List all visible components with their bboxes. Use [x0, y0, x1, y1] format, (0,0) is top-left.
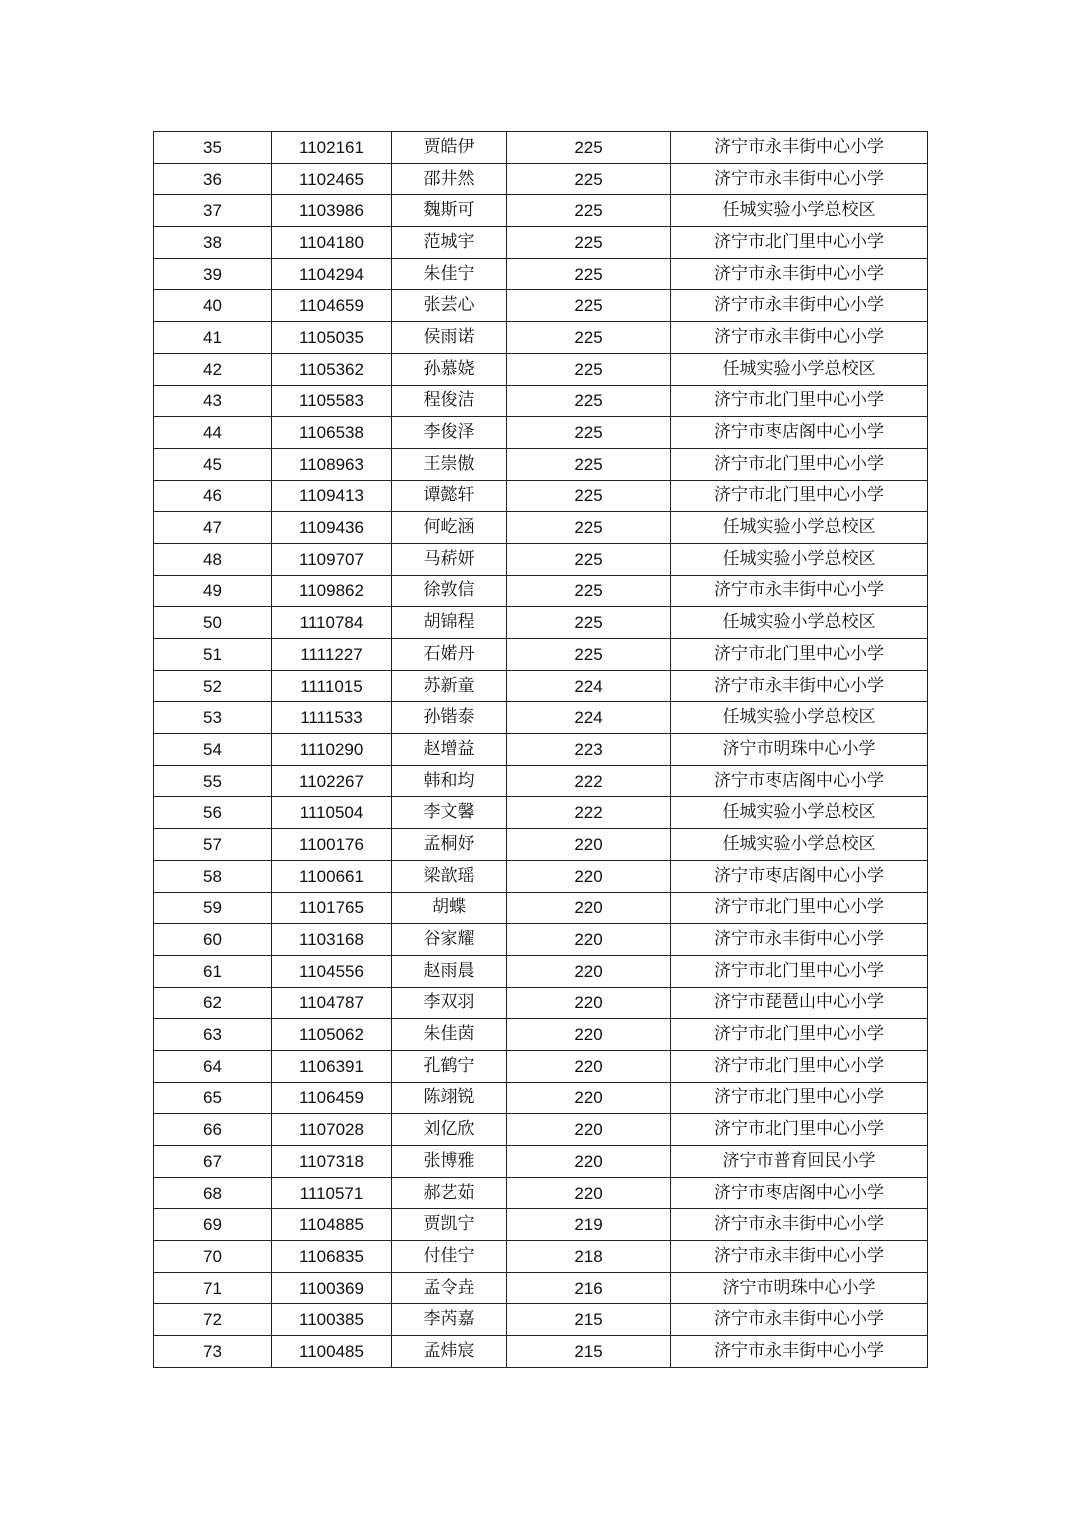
school-cell: 济宁市永丰街中心小学 — [671, 924, 928, 956]
row-number-cell: 45 — [154, 448, 272, 480]
table-row — [154, 1304, 928, 1336]
score-cell: 215 — [507, 1336, 671, 1368]
table-row — [154, 575, 928, 607]
table-row — [154, 385, 928, 417]
school-cell: 济宁市永丰街中心小学 — [671, 290, 928, 322]
school-cell: 济宁市永丰街中心小学 — [671, 1209, 928, 1241]
school-cell: 济宁市北门里中心小学 — [671, 1082, 928, 1114]
row-number-cell: 49 — [154, 575, 272, 607]
score-cell: 223 — [507, 734, 671, 766]
score-cell: 224 — [507, 702, 671, 734]
student-name-cell: 胡蝶 — [392, 892, 507, 924]
student-name-cell: 张博雅 — [392, 1146, 507, 1178]
table-row — [154, 353, 928, 385]
table-row — [154, 1336, 928, 1368]
table-row — [154, 1114, 928, 1146]
score-cell: 220 — [507, 860, 671, 892]
row-number-cell: 56 — [154, 797, 272, 829]
candidate-id-cell: 1102161 — [272, 132, 392, 164]
student-name-cell: 梁歆瑶 — [392, 860, 507, 892]
row-number-cell: 67 — [154, 1146, 272, 1178]
table-row — [154, 1209, 928, 1241]
student-name-cell: 赵增益 — [392, 734, 507, 766]
table-row — [154, 132, 928, 164]
row-number-cell: 52 — [154, 670, 272, 702]
student-name-cell: 朱佳茵 — [392, 1019, 507, 1051]
school-cell: 济宁市普育回民小学 — [671, 1146, 928, 1178]
student-name-cell: 程俊洁 — [392, 385, 507, 417]
school-cell: 济宁市永丰街中心小学 — [671, 1241, 928, 1273]
row-number-cell: 50 — [154, 607, 272, 639]
student-name-cell: 魏斯可 — [392, 195, 507, 227]
school-cell: 济宁市枣店阁中心小学 — [671, 1177, 928, 1209]
table-row — [154, 670, 928, 702]
candidate-id-cell: 1106459 — [272, 1082, 392, 1114]
candidate-id-cell: 1105362 — [272, 353, 392, 385]
student-name-cell: 韩和均 — [392, 765, 507, 797]
table-row — [154, 1177, 928, 1209]
row-number-cell: 43 — [154, 385, 272, 417]
school-cell: 济宁市北门里中心小学 — [671, 892, 928, 924]
row-number-cell: 60 — [154, 924, 272, 956]
candidate-id-cell: 1107028 — [272, 1114, 392, 1146]
results-table-body — [154, 132, 928, 1368]
table-row — [154, 765, 928, 797]
candidate-id-cell: 1105062 — [272, 1019, 392, 1051]
table-row — [154, 924, 928, 956]
student-name-cell: 孔鹤宁 — [392, 1050, 507, 1082]
score-cell: 225 — [507, 512, 671, 544]
row-number-cell: 57 — [154, 829, 272, 861]
school-cell: 济宁市永丰街中心小学 — [671, 1304, 928, 1336]
table-row — [154, 892, 928, 924]
candidate-id-cell: 1102267 — [272, 765, 392, 797]
candidate-id-cell: 1102465 — [272, 163, 392, 195]
candidate-id-cell: 1103168 — [272, 924, 392, 956]
school-cell: 济宁市枣店阁中心小学 — [671, 860, 928, 892]
student-name-cell: 侯雨诺 — [392, 322, 507, 354]
score-cell: 220 — [507, 955, 671, 987]
score-cell: 225 — [507, 163, 671, 195]
row-number-cell: 69 — [154, 1209, 272, 1241]
score-cell: 222 — [507, 765, 671, 797]
student-name-cell: 付佳宁 — [392, 1241, 507, 1273]
table-row — [154, 1272, 928, 1304]
candidate-id-cell: 1103986 — [272, 195, 392, 227]
row-number-cell: 51 — [154, 639, 272, 671]
table-row — [154, 480, 928, 512]
row-number-cell: 37 — [154, 195, 272, 227]
table-row — [154, 607, 928, 639]
student-name-cell: 孙慕娆 — [392, 353, 507, 385]
score-cell: 220 — [507, 1177, 671, 1209]
row-number-cell: 53 — [154, 702, 272, 734]
student-name-cell: 石婼丹 — [392, 639, 507, 671]
student-name-cell: 胡锦程 — [392, 607, 507, 639]
row-number-cell: 61 — [154, 955, 272, 987]
score-cell: 220 — [507, 829, 671, 861]
score-cell: 220 — [507, 1082, 671, 1114]
school-cell: 济宁市北门里中心小学 — [671, 955, 928, 987]
score-cell: 225 — [507, 258, 671, 290]
score-cell: 222 — [507, 797, 671, 829]
row-number-cell: 73 — [154, 1336, 272, 1368]
student-name-cell: 李俊泽 — [392, 417, 507, 449]
school-cell: 济宁市枣店阁中心小学 — [671, 765, 928, 797]
candidate-id-cell: 1106835 — [272, 1241, 392, 1273]
table-row — [154, 512, 928, 544]
row-number-cell: 63 — [154, 1019, 272, 1051]
row-number-cell: 48 — [154, 543, 272, 575]
student-name-cell: 孟桐妤 — [392, 829, 507, 861]
candidate-id-cell: 1104885 — [272, 1209, 392, 1241]
table-row — [154, 448, 928, 480]
school-cell: 济宁市枣店阁中心小学 — [671, 417, 928, 449]
student-name-cell: 王崇傲 — [392, 448, 507, 480]
score-cell: 225 — [507, 290, 671, 322]
candidate-id-cell: 1101765 — [272, 892, 392, 924]
candidate-id-cell: 1100176 — [272, 829, 392, 861]
school-cell: 任城实验小学总校区 — [671, 195, 928, 227]
student-name-cell: 马菥妍 — [392, 543, 507, 575]
student-name-cell: 孟炜宸 — [392, 1336, 507, 1368]
row-number-cell: 46 — [154, 480, 272, 512]
row-number-cell: 65 — [154, 1082, 272, 1114]
candidate-id-cell: 1100385 — [272, 1304, 392, 1336]
table-row — [154, 322, 928, 354]
school-cell: 济宁市永丰街中心小学 — [671, 1336, 928, 1368]
student-name-cell: 郝艺茹 — [392, 1177, 507, 1209]
score-cell: 225 — [507, 607, 671, 639]
table-row — [154, 639, 928, 671]
candidate-id-cell: 1100369 — [272, 1272, 392, 1304]
score-cell: 225 — [507, 448, 671, 480]
table-row — [154, 797, 928, 829]
row-number-cell: 54 — [154, 734, 272, 766]
score-cell: 225 — [507, 227, 671, 259]
candidate-id-cell: 1105583 — [272, 385, 392, 417]
school-cell: 济宁市明珠中心小学 — [671, 1272, 928, 1304]
student-name-cell: 贾凯宁 — [392, 1209, 507, 1241]
score-cell: 218 — [507, 1241, 671, 1273]
candidate-id-cell: 1111533 — [272, 702, 392, 734]
score-cell: 225 — [507, 353, 671, 385]
candidate-id-cell: 1110290 — [272, 734, 392, 766]
school-cell: 济宁市北门里中心小学 — [671, 1114, 928, 1146]
candidate-id-cell: 1104294 — [272, 258, 392, 290]
student-name-cell: 孙锴泰 — [392, 702, 507, 734]
row-number-cell: 68 — [154, 1177, 272, 1209]
student-name-cell: 贾皓伊 — [392, 132, 507, 164]
row-number-cell: 62 — [154, 987, 272, 1019]
candidate-id-cell: 1104659 — [272, 290, 392, 322]
candidate-id-cell: 1109862 — [272, 575, 392, 607]
score-cell: 220 — [507, 924, 671, 956]
school-cell: 济宁市明珠中心小学 — [671, 734, 928, 766]
table-row — [154, 1050, 928, 1082]
score-cell: 220 — [507, 1146, 671, 1178]
score-cell: 225 — [507, 322, 671, 354]
table-row — [154, 258, 928, 290]
school-cell: 济宁市永丰街中心小学 — [671, 258, 928, 290]
candidate-id-cell: 1109707 — [272, 543, 392, 575]
school-cell: 济宁市北门里中心小学 — [671, 1019, 928, 1051]
school-cell: 济宁市北门里中心小学 — [671, 448, 928, 480]
school-cell: 济宁市北门里中心小学 — [671, 227, 928, 259]
row-number-cell: 64 — [154, 1050, 272, 1082]
candidate-id-cell: 1106538 — [272, 417, 392, 449]
school-cell: 济宁市永丰街中心小学 — [671, 132, 928, 164]
student-name-cell: 李文馨 — [392, 797, 507, 829]
score-cell: 225 — [507, 543, 671, 575]
table-row — [154, 829, 928, 861]
student-name-cell: 朱佳宁 — [392, 258, 507, 290]
table-row — [154, 702, 928, 734]
school-cell: 任城实验小学总校区 — [671, 829, 928, 861]
student-name-cell: 赵雨晨 — [392, 955, 507, 987]
candidate-id-cell: 1109413 — [272, 480, 392, 512]
score-cell: 225 — [507, 417, 671, 449]
score-cell: 215 — [507, 1304, 671, 1336]
school-cell: 济宁市永丰街中心小学 — [671, 575, 928, 607]
school-cell: 济宁市北门里中心小学 — [671, 1050, 928, 1082]
table-row — [154, 734, 928, 766]
score-cell: 225 — [507, 132, 671, 164]
student-name-cell: 谷家耀 — [392, 924, 507, 956]
candidate-id-cell: 1110784 — [272, 607, 392, 639]
table-row — [154, 1019, 928, 1051]
school-cell: 济宁市北门里中心小学 — [671, 639, 928, 671]
student-name-cell: 李芮嘉 — [392, 1304, 507, 1336]
school-cell: 济宁市北门里中心小学 — [671, 385, 928, 417]
candidate-id-cell: 1100485 — [272, 1336, 392, 1368]
row-number-cell: 36 — [154, 163, 272, 195]
student-name-cell: 范城宇 — [392, 227, 507, 259]
score-cell: 220 — [507, 987, 671, 1019]
student-name-cell: 张芸心 — [392, 290, 507, 322]
score-cell: 220 — [507, 892, 671, 924]
table-row — [154, 543, 928, 575]
school-cell: 济宁市永丰街中心小学 — [671, 322, 928, 354]
candidate-id-cell: 1111015 — [272, 670, 392, 702]
table-row — [154, 1146, 928, 1178]
score-cell: 225 — [507, 639, 671, 671]
score-cell: 225 — [507, 480, 671, 512]
row-number-cell: 41 — [154, 322, 272, 354]
table-row — [154, 290, 928, 322]
row-number-cell: 58 — [154, 860, 272, 892]
student-name-cell: 邵井然 — [392, 163, 507, 195]
student-name-cell: 孟令垚 — [392, 1272, 507, 1304]
score-cell: 220 — [507, 1050, 671, 1082]
table-row — [154, 955, 928, 987]
candidate-id-cell: 1109436 — [272, 512, 392, 544]
student-name-cell: 陈翊锐 — [392, 1082, 507, 1114]
score-cell: 220 — [507, 1114, 671, 1146]
results-table — [153, 131, 928, 1368]
row-number-cell: 71 — [154, 1272, 272, 1304]
row-number-cell: 42 — [154, 353, 272, 385]
candidate-id-cell: 1105035 — [272, 322, 392, 354]
row-number-cell: 66 — [154, 1114, 272, 1146]
student-name-cell: 苏新童 — [392, 670, 507, 702]
score-cell: 220 — [507, 1019, 671, 1051]
candidate-id-cell: 1104180 — [272, 227, 392, 259]
candidate-id-cell: 1107318 — [272, 1146, 392, 1178]
table-row — [154, 417, 928, 449]
candidate-id-cell: 1104787 — [272, 987, 392, 1019]
student-name-cell: 何屹涵 — [392, 512, 507, 544]
candidate-id-cell: 1100661 — [272, 860, 392, 892]
table-row — [154, 195, 928, 227]
school-cell: 任城实验小学总校区 — [671, 702, 928, 734]
row-number-cell: 59 — [154, 892, 272, 924]
row-number-cell: 40 — [154, 290, 272, 322]
school-cell: 任城实验小学总校区 — [671, 607, 928, 639]
candidate-id-cell: 1111227 — [272, 639, 392, 671]
candidate-id-cell: 1104556 — [272, 955, 392, 987]
row-number-cell: 35 — [154, 132, 272, 164]
student-name-cell: 李双羽 — [392, 987, 507, 1019]
table-row — [154, 227, 928, 259]
table-row — [154, 163, 928, 195]
school-cell: 济宁市永丰街中心小学 — [671, 163, 928, 195]
row-number-cell: 70 — [154, 1241, 272, 1273]
score-cell: 225 — [507, 575, 671, 607]
candidate-id-cell: 1110504 — [272, 797, 392, 829]
candidate-id-cell: 1108963 — [272, 448, 392, 480]
school-cell: 任城实验小学总校区 — [671, 543, 928, 575]
row-number-cell: 38 — [154, 227, 272, 259]
table-row — [154, 1241, 928, 1273]
row-number-cell: 55 — [154, 765, 272, 797]
row-number-cell: 44 — [154, 417, 272, 449]
school-cell: 任城实验小学总校区 — [671, 797, 928, 829]
table-row — [154, 1082, 928, 1114]
row-number-cell: 47 — [154, 512, 272, 544]
school-cell: 任城实验小学总校区 — [671, 512, 928, 544]
score-cell: 225 — [507, 385, 671, 417]
school-cell: 济宁市永丰街中心小学 — [671, 670, 928, 702]
table-row — [154, 987, 928, 1019]
score-cell: 225 — [507, 195, 671, 227]
student-name-cell: 刘亿欣 — [392, 1114, 507, 1146]
school-cell: 任城实验小学总校区 — [671, 353, 928, 385]
student-name-cell: 徐敦信 — [392, 575, 507, 607]
score-cell: 216 — [507, 1272, 671, 1304]
row-number-cell: 39 — [154, 258, 272, 290]
school-cell: 济宁市琵琶山中心小学 — [671, 987, 928, 1019]
candidate-id-cell: 1110571 — [272, 1177, 392, 1209]
score-cell: 224 — [507, 670, 671, 702]
row-number-cell: 72 — [154, 1304, 272, 1336]
table-row — [154, 860, 928, 892]
candidate-id-cell: 1106391 — [272, 1050, 392, 1082]
school-cell: 济宁市北门里中心小学 — [671, 480, 928, 512]
student-name-cell: 谭懿轩 — [392, 480, 507, 512]
score-cell: 219 — [507, 1209, 671, 1241]
